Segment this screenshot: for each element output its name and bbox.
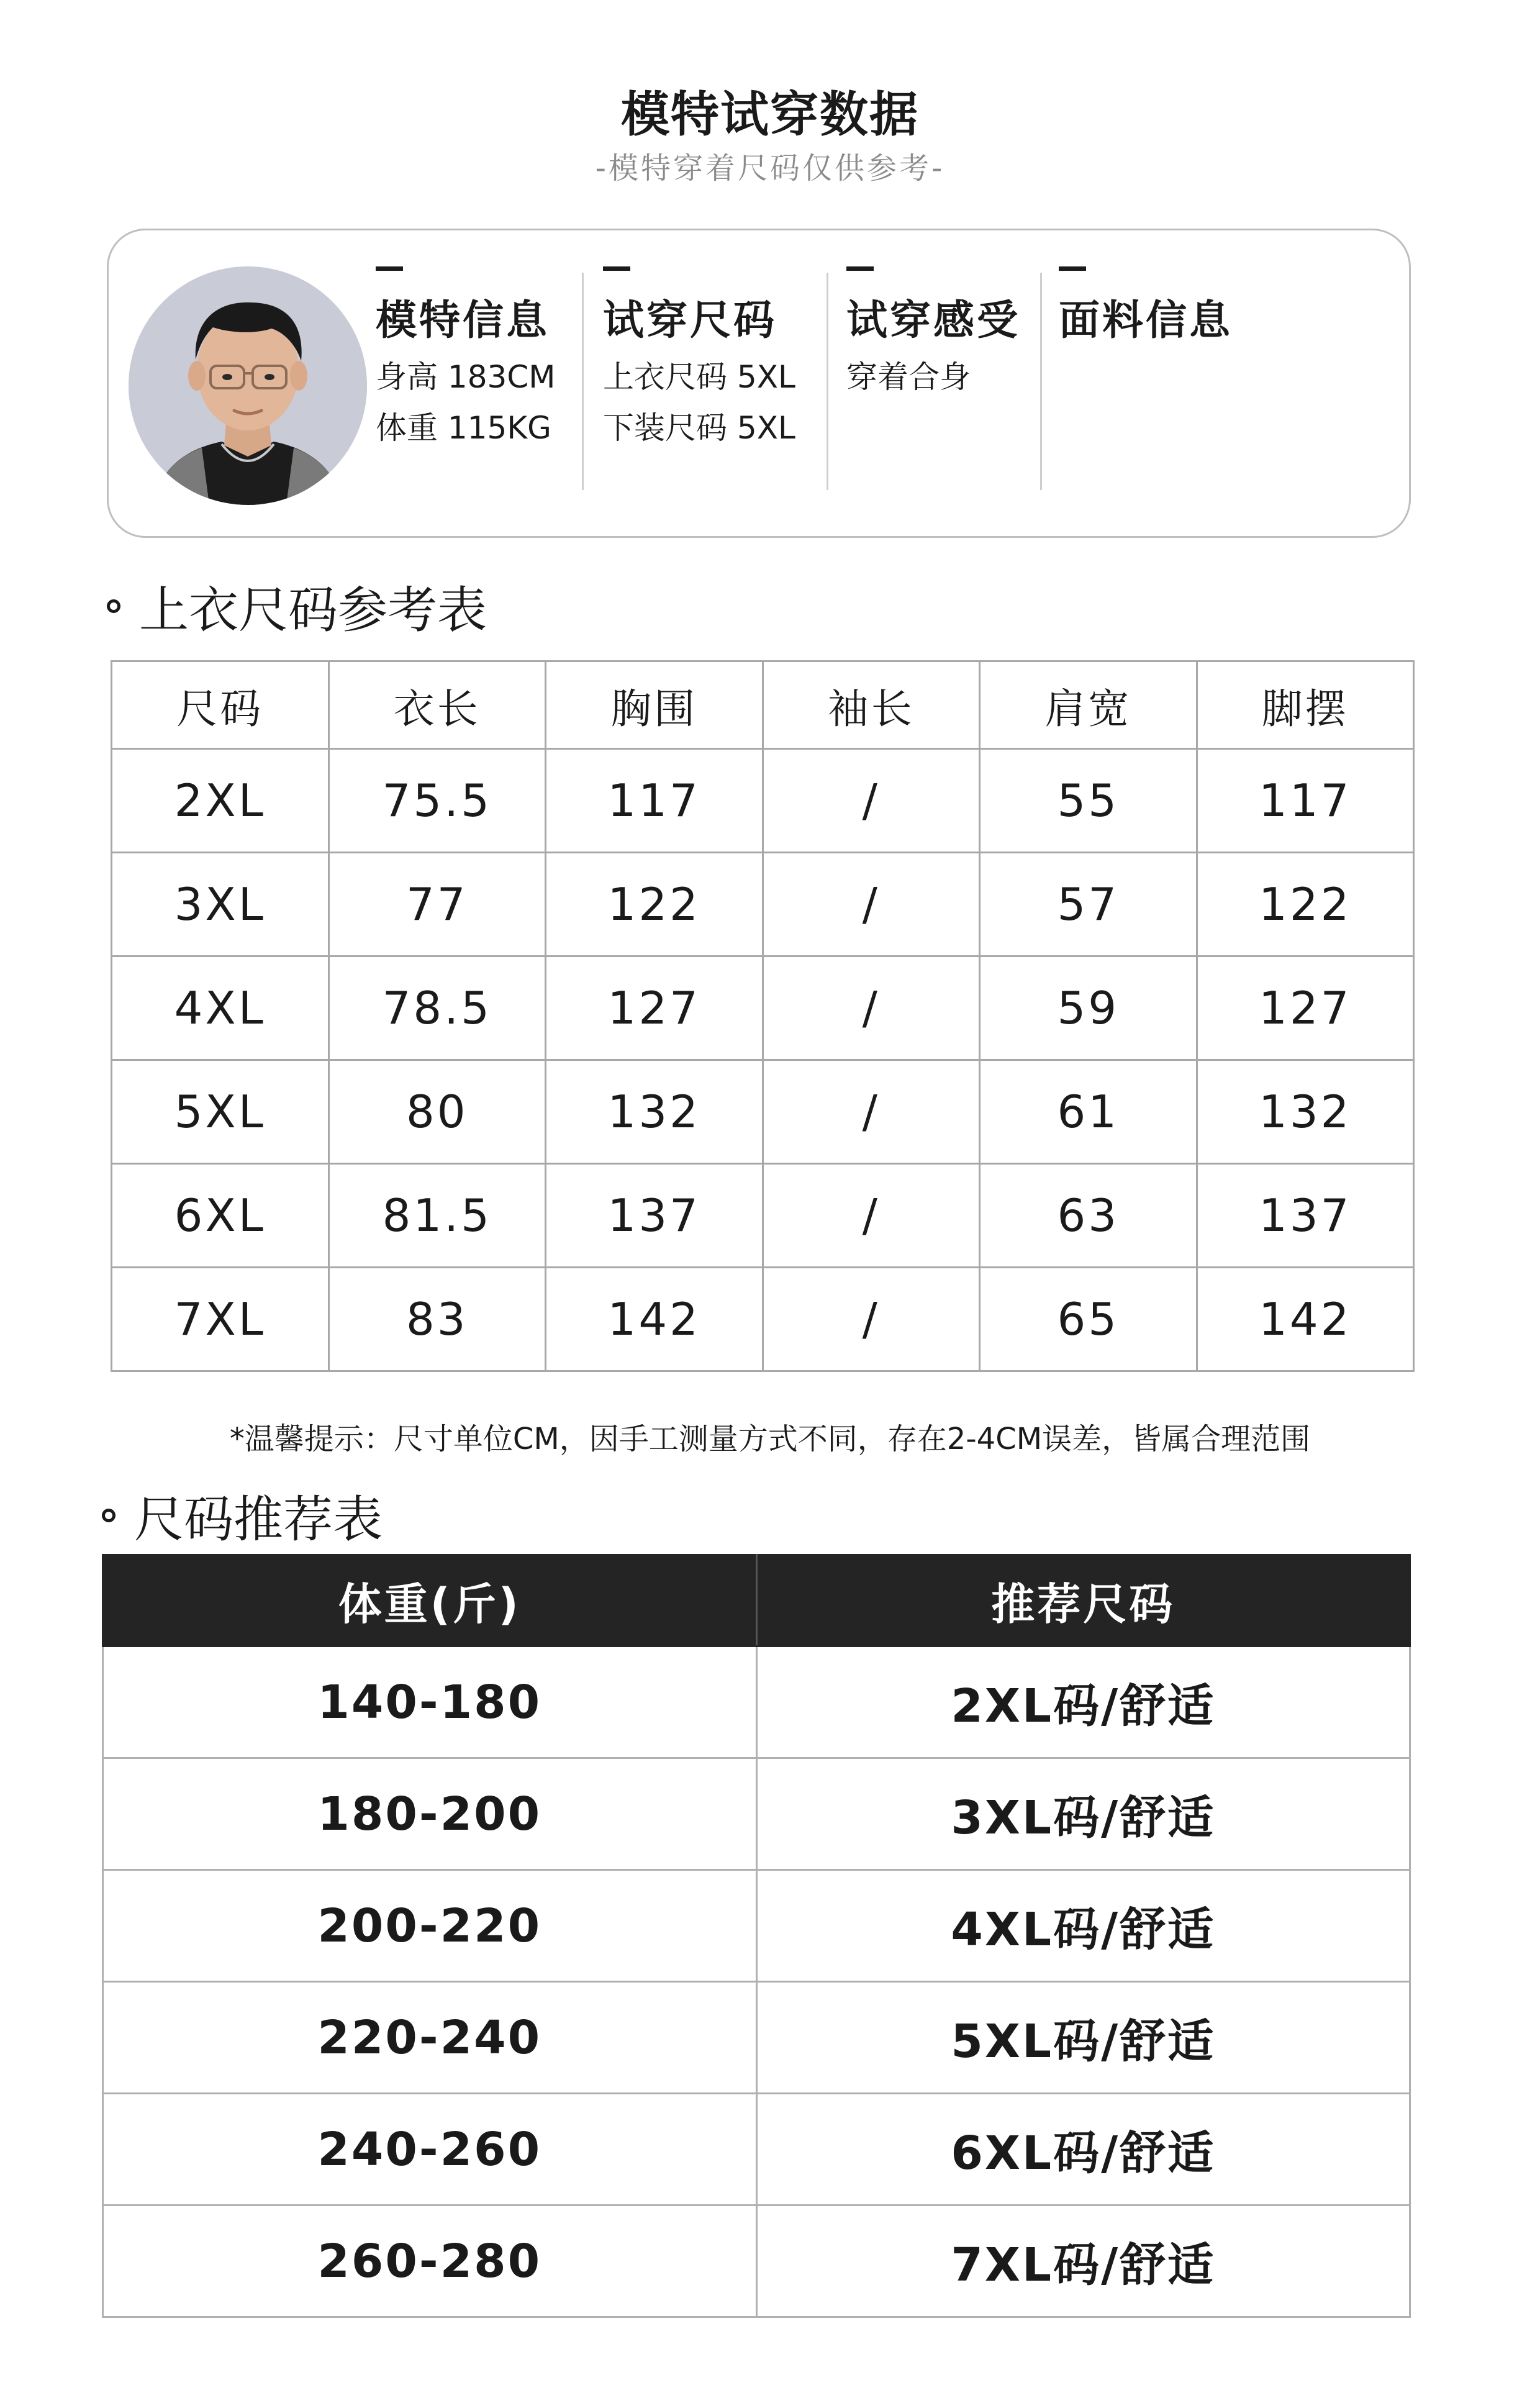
- model-weight: 体重 115KG: [376, 410, 551, 446]
- model-info-dash: [376, 266, 403, 271]
- table-cell: /: [763, 956, 980, 1060]
- table-cell: 122: [546, 853, 763, 956]
- try-size-column: [603, 266, 795, 499]
- weight-range-cell: 140-180: [103, 1647, 757, 1758]
- bullet-circle-icon: [107, 599, 120, 613]
- page-subtitle: -模特穿着尺码仅供参考-: [595, 151, 945, 186]
- top-size: 上衣尺码 5XL: [603, 359, 795, 395]
- table-row: [112, 749, 1414, 853]
- column-divider: [1040, 273, 1042, 490]
- column-divider: [582, 273, 584, 490]
- recommended-size-cell: 6XL码/舒适: [756, 2094, 1410, 2206]
- model-photo-illustration: [129, 266, 367, 505]
- table-row: [103, 2094, 1410, 2206]
- weight-range-cell: 220-240: [103, 1982, 757, 2094]
- table-cell: 77: [328, 853, 546, 956]
- try-size-heading: 试穿尺码: [603, 296, 777, 344]
- recommended-size-cell: 4XL码/舒适: [756, 1870, 1410, 1982]
- model-info-heading: 模特信息: [376, 296, 550, 344]
- model-info-column: [376, 266, 555, 499]
- table-row: [112, 956, 1414, 1060]
- table-row: [112, 853, 1414, 956]
- table-cell: 3XL: [112, 853, 329, 956]
- weight-range-cell: 260-280: [103, 2206, 757, 2317]
- table-cell: 80: [328, 1060, 546, 1164]
- size-table-title: 上衣尺码参考表: [139, 581, 487, 639]
- size-recommendation-table: [102, 1554, 1411, 2318]
- model-info-card: [107, 229, 1411, 538]
- table-cell: 78.5: [328, 956, 546, 1060]
- table-cell: 4XL: [112, 956, 329, 1060]
- model-height: 身高 183CM: [376, 359, 556, 395]
- size-table-heading: [107, 570, 487, 642]
- table-cell: 81.5: [328, 1164, 546, 1268]
- table-cell: 7XL: [112, 1268, 329, 1371]
- recommended-size-cell: 5XL码/舒适: [756, 1982, 1410, 2094]
- column-header: 脚摆: [1197, 661, 1414, 749]
- bullet-circle-icon: [102, 1509, 116, 1522]
- recommended-size-cell: 2XL码/舒适: [756, 1647, 1410, 1758]
- table-cell: /: [763, 853, 980, 956]
- try-feel-text: 穿着合身: [846, 359, 971, 395]
- model-avatar: [129, 266, 367, 505]
- table-cell: 132: [546, 1060, 763, 1164]
- try-feel-column: [846, 266, 1020, 499]
- fabric-info-column: [1059, 266, 1233, 499]
- table-cell: 75.5: [328, 749, 546, 853]
- fabric-info-dash: [1059, 266, 1086, 271]
- column-header: 衣长: [328, 661, 546, 749]
- table-row: [112, 1268, 1414, 1371]
- table-cell: 61: [980, 1060, 1197, 1164]
- weight-range-cell: 240-260: [103, 2094, 757, 2206]
- try-size-dash: [603, 266, 630, 271]
- column-header: 体重(斤): [103, 1555, 757, 1647]
- table-cell: 83: [328, 1268, 546, 1371]
- table-cell: 65: [980, 1268, 1197, 1371]
- recommend-table-heading: [102, 1479, 383, 1551]
- table-cell: 117: [1197, 749, 1414, 853]
- table-cell: 137: [1197, 1164, 1414, 1268]
- recommend-table-title: 尺码推荐表: [134, 1491, 383, 1548]
- column-header: 袖长: [763, 661, 980, 749]
- table-cell: /: [763, 749, 980, 853]
- weight-range-cell: 200-220: [103, 1870, 757, 1982]
- table-cell: 137: [546, 1164, 763, 1268]
- table-cell: 2XL: [112, 749, 329, 853]
- table-row: [112, 1164, 1414, 1268]
- table-cell: 142: [546, 1268, 763, 1371]
- bottom-size: 下装尺码 5XL: [603, 410, 795, 446]
- table-cell: 127: [1197, 956, 1414, 1060]
- try-feel-dash: [846, 266, 874, 271]
- table-cell: 127: [546, 956, 763, 1060]
- table-cell: /: [763, 1268, 980, 1371]
- table-row: [103, 1647, 1410, 1758]
- table-cell: 59: [980, 956, 1197, 1060]
- table-cell: 5XL: [112, 1060, 329, 1164]
- table-cell: 142: [1197, 1268, 1414, 1371]
- size-reference-table: [111, 660, 1415, 1372]
- table-cell: /: [763, 1060, 980, 1164]
- table-cell: 122: [1197, 853, 1414, 956]
- recommended-size-cell: 7XL码/舒适: [756, 2206, 1410, 2317]
- table-row: [112, 1060, 1414, 1164]
- column-header: 推荐尺码: [756, 1555, 1410, 1647]
- column-header: 胸围: [546, 661, 763, 749]
- table-cell: /: [763, 1164, 980, 1268]
- try-feel-heading: 试穿感受: [846, 296, 1020, 344]
- table-header-row: [103, 1555, 1410, 1647]
- column-header: 肩宽: [980, 661, 1197, 749]
- page-title: 模特试穿数据: [620, 87, 919, 143]
- table-row: [103, 2206, 1410, 2317]
- recommended-size-cell: 3XL码/舒适: [756, 1758, 1410, 1870]
- fabric-info-heading: 面料信息: [1059, 296, 1233, 344]
- table-cell: 6XL: [112, 1164, 329, 1268]
- measurement-note: *温馨提示：尺寸单位CM，因手工测量方式不同，存在2-4CM误差，皆属合理范围: [229, 1422, 1311, 1456]
- table-cell: 63: [980, 1164, 1197, 1268]
- table-row: [103, 1982, 1410, 2094]
- table-row: [103, 1758, 1410, 1870]
- column-divider: [827, 273, 828, 490]
- table-header-row: [112, 661, 1414, 749]
- table-cell: 132: [1197, 1060, 1414, 1164]
- table-cell: 117: [546, 749, 763, 853]
- table-row: [103, 1870, 1410, 1982]
- table-cell: 57: [980, 853, 1197, 956]
- weight-range-cell: 180-200: [103, 1758, 757, 1870]
- table-cell: 55: [980, 749, 1197, 853]
- column-header: 尺码: [112, 661, 329, 749]
